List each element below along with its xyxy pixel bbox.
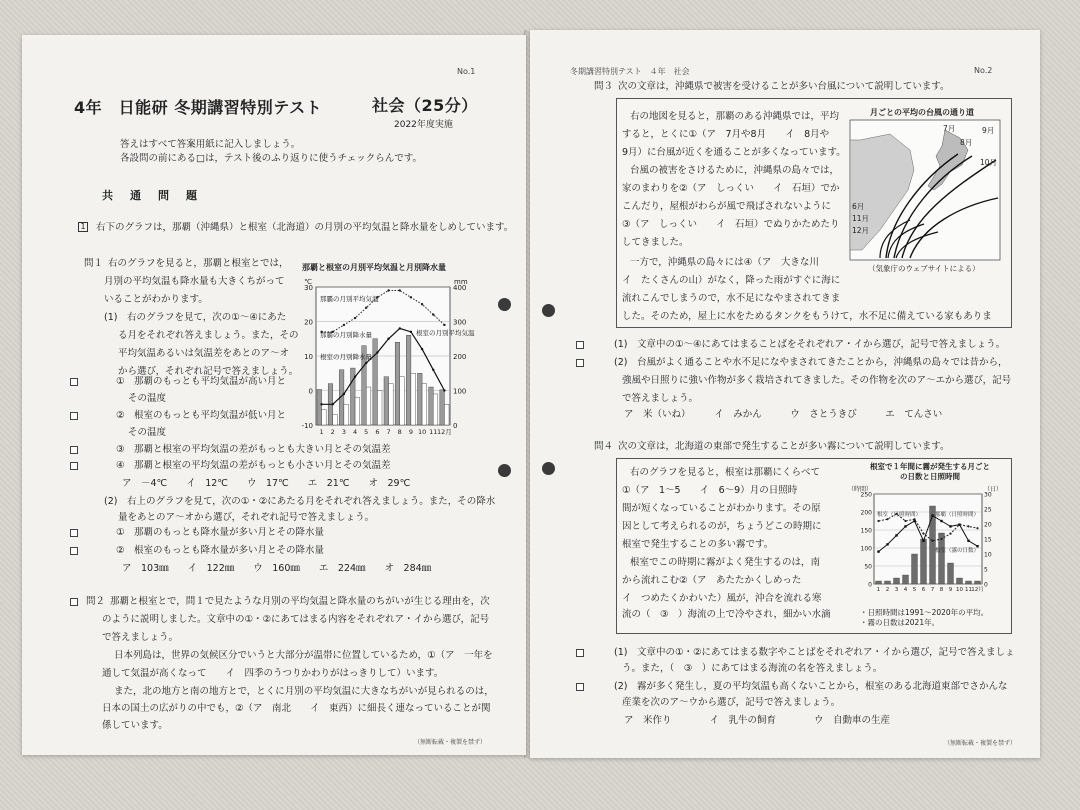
fog-days-bar <box>912 554 918 584</box>
mon3-intro: 次の文章は，沖縄県で被害を受けることが多い台風について説明しています。 <box>618 81 950 92</box>
x-tick-label: 4 <box>353 428 358 436</box>
y2-tick-label: 25 <box>984 506 992 514</box>
naha-sunshine-point <box>886 543 888 545</box>
question-number-box: 1 <box>78 222 88 232</box>
box1-line: 右の地図を見ると，那覇のある沖縄県では，平均 <box>630 111 840 122</box>
box2-line: 右のグラフを見ると，根室は那覇にくらべて <box>630 467 821 478</box>
page-number: No.1 <box>457 67 476 76</box>
x-tick-label: 8 <box>939 587 944 593</box>
y-tick-label: 150 <box>860 527 872 535</box>
map-month-label: 10月 <box>980 158 998 167</box>
y2-tick-label: 0 <box>984 581 988 589</box>
y2-tick-label: 0 <box>453 422 458 430</box>
naha-sunshine-point <box>967 540 969 542</box>
box2-line: 因として考えられるのが，ちょうどこの時期に <box>622 521 822 532</box>
x-tick-label: 3 <box>894 587 899 593</box>
check-box[interactable] <box>70 412 78 420</box>
naha-temp-point <box>432 313 434 315</box>
fog-days-bar <box>975 581 981 584</box>
binder-hole <box>542 304 555 317</box>
box2-line: イ つめたくかわいた）風が，沖合を流れる寒 <box>622 593 822 604</box>
nemuro-sunshine-point <box>940 538 942 540</box>
fog-days-bar <box>894 578 900 584</box>
x-tick-label: 7 <box>930 587 935 593</box>
mon2-label: 問２ <box>86 596 106 607</box>
binder-hole <box>498 298 511 311</box>
naha-temp-point <box>443 324 445 326</box>
nemuro-temp-point <box>343 393 345 395</box>
mon2-text: 那覇と根室とで，問１で見たような月別の平均気温と降水量のちがいが生じる理由を，次 <box>110 596 490 607</box>
box1-line: した。そのため，屋上に水をためるタンクをもうけて，水不足に備えている家もありま <box>622 311 992 322</box>
x-tick-label: 10 <box>417 428 427 436</box>
y2-tick-label: 400 <box>453 284 467 292</box>
y-tick-label: -10 <box>301 422 313 430</box>
box1-line: してきました。 <box>622 237 689 248</box>
instruction-2: 各設問の前にある□は，テスト後のふり返りに使うチェックらんです。 <box>120 153 423 164</box>
map-month-label: 9月 <box>982 126 995 135</box>
fog-days-bar <box>948 563 954 584</box>
box2-line: 間が短くなっていることがわかります。その原 <box>622 503 821 514</box>
subject-time: 社会（25分） <box>372 96 478 115</box>
fog-days-bar <box>885 581 891 584</box>
x-tick-label: 12月 <box>437 428 452 436</box>
naha-rain-bar <box>440 390 445 425</box>
y2-tick-label: 30 <box>984 491 992 499</box>
box1-line: 台風の被害をさけるために，沖縄県の島々では， <box>630 165 840 176</box>
y-tick-label: 50 <box>864 563 872 571</box>
sub2-text: 量をあとのア～オから選び，それぞれ記号で答えましょう。 <box>118 512 375 523</box>
nemuro-sunshine-point <box>877 520 879 522</box>
mon4-label: 問４ <box>594 441 614 452</box>
x-tick-label: 5 <box>912 587 917 593</box>
mon3-label: 問３ <box>594 81 614 92</box>
nemuro-sunshine-point <box>886 518 888 520</box>
map-title: 月ごとの平均の台風の通り道 <box>870 108 974 117</box>
x-tick-label: 3 <box>341 428 346 436</box>
box2-line: 流の（ ③ ）海流の上で冷やされ，細かい水滴 <box>622 609 831 620</box>
naha-temp-point <box>399 289 401 291</box>
choices-1: ア －4℃ イ 12℃ ウ 17℃ エ 21℃ オ 29℃ <box>122 478 411 489</box>
x-tick-label: 2 <box>885 587 890 593</box>
map-month-label: 11月 <box>852 214 870 223</box>
fog-note: ・日照時間は1991～2020年の平均。 <box>860 608 989 617</box>
naha-temp-point <box>410 296 412 298</box>
x-tick-label: 5 <box>364 428 369 436</box>
naha-temp-point <box>421 303 423 305</box>
plot-area <box>874 494 982 584</box>
nemuro-rain-bar <box>422 384 427 425</box>
copyright-note: （無断転載・複製を禁ず） <box>414 739 487 746</box>
y-tick-label: 0 <box>868 581 872 589</box>
x-tick-label: 9 <box>408 428 413 436</box>
item-text: ③ 那覇と根室の平均気温の差がもっとも大きい月とその気温差 <box>116 444 391 455</box>
x-tick-label: 6 <box>375 428 380 436</box>
annotation-label: 根室の月別降水量 <box>320 353 372 361</box>
nemuro-sunshine-point <box>904 520 906 522</box>
nemuro-sunshine-point <box>967 525 969 527</box>
q1-intro: 右下のグラフは，那覇（沖縄県）と根室（北海道）の月別の平均気温と降水量をしめしています。 <box>96 222 514 233</box>
nemuro-temp-point <box>332 403 334 405</box>
naha-sunshine-point <box>913 520 915 522</box>
climate-chart <box>290 275 475 445</box>
nemuro-rain-bar <box>400 377 405 425</box>
naha-temp-point <box>365 307 367 309</box>
naha-sunshine-point <box>949 525 951 527</box>
map-month-label: 12月 <box>852 226 870 235</box>
item2-text: ② 根室のもっとも降水量が多い月とその降水量 <box>116 545 325 556</box>
annotation-label: 那覇の月別平均気温 <box>320 295 379 303</box>
mon1-text: 右のグラフを見ると，那覇と根室とでは， <box>108 258 289 269</box>
y2-tick-label: 100 <box>453 387 467 396</box>
copyright-note: （無断転載・複製を禁ず） <box>944 740 1017 747</box>
mon3-q2: で答えましょう。 <box>622 393 699 404</box>
mon4-q2: 産業を次のア～ウから選び，記号で答えましょう。 <box>622 697 841 708</box>
legend-label: 根室（日照時間） <box>877 512 922 518</box>
x-tick-label: 7 <box>386 428 391 436</box>
check-box[interactable] <box>70 547 78 555</box>
naha-rain-bar <box>418 373 423 425</box>
mon3-choices: ア 米（いね） イ みかん ウ さとうきび エ てんさい <box>624 409 943 420</box>
test-title: 4年 日能研 冬期講習特別テスト <box>74 98 323 117</box>
y-tick-label: 100 <box>860 545 872 553</box>
mon2-text: また，北の地方と南の地方とで，とくに月別の平均気温に大きなちがいが見られるのは， <box>114 686 494 697</box>
naha-temp-point <box>354 317 356 319</box>
y2-axis-unit: （日） <box>984 486 1003 493</box>
sub2-text: (2) 右上のグラフを見て，次の①・②にあたる月をそれぞれ答えましょう。また，その降水 <box>104 496 496 507</box>
naha-sunshine-point <box>958 523 960 525</box>
page-number: No.2 <box>974 66 993 75</box>
map-month-label: 6月 <box>852 202 865 211</box>
mon4-q2: (2) 霧が多く発生し，夏の平均気温も高くないことから，根室のある北海道東部でさかんな <box>614 681 1008 692</box>
mon1-label: 問１ <box>84 258 104 269</box>
y2-tick-label: 10 <box>984 551 992 559</box>
section-heading: 共 通 問 題 <box>102 189 200 202</box>
y2-tick-label: 15 <box>984 536 992 544</box>
box1-line: 流れこんでしまうので，水不足になやまされてきま <box>622 293 841 304</box>
item-text: ② 根室のもっとも平均気温が低い月と <box>116 410 287 421</box>
item-text: ④ 那覇と根室の平均気温の差がもっとも小さい月とその気温差 <box>116 460 391 471</box>
naha-temp-point <box>387 289 389 291</box>
item-text: ① 那覇のもっとも平均気温が高い月と <box>116 376 287 387</box>
map-month-label: 8月 <box>960 138 973 147</box>
y2-tick-label: 200 <box>453 353 467 361</box>
x-tick-label: 4 <box>903 587 908 593</box>
right-page <box>530 30 1040 758</box>
legend-label: 那覇（日照時間） <box>934 512 979 518</box>
item-text: その温度 <box>128 427 167 438</box>
mon3-q1: (1) 文章中の①～④にあてはまることばをそれぞれア・イから選び，記号で答えましょう。 <box>614 339 1006 350</box>
fog-chart-title: 根室で１年間に霧が発生する月ごとの日数と日照時間 <box>870 462 990 481</box>
page-header: 冬期講習特別テスト ４年 社会 <box>570 67 690 76</box>
map-month-label: 7月 <box>943 124 956 133</box>
binder-hole <box>498 464 511 477</box>
nemuro-temp-point <box>354 376 356 378</box>
naha-rain-bar <box>395 342 400 425</box>
fog-chart <box>847 484 1003 604</box>
nemuro-temp-point <box>410 331 412 333</box>
x-tick-label: 12月 <box>971 587 984 593</box>
naha-rain-bar <box>429 387 434 425</box>
sub1-text: から選び，それぞれ記号で答えましょう。 <box>118 366 299 377</box>
naha-sunshine-point <box>877 550 879 552</box>
nemuro-temp-point <box>443 389 445 391</box>
naha-sunshine-point <box>895 534 897 536</box>
y2-tick-label: 5 <box>984 566 988 574</box>
nemuro-sunshine-point <box>976 527 978 529</box>
nemuro-rain-bar <box>444 404 449 425</box>
y-tick-label: 30 <box>304 284 313 292</box>
y-tick-label: 10 <box>304 353 313 361</box>
instruction-1: 答えはすべて答案用紙に記入しましょう。 <box>120 139 301 150</box>
nemuro-rain-bar <box>411 373 416 425</box>
x-tick-label: 1 <box>319 428 324 436</box>
naha-sunshine-point <box>922 540 924 542</box>
box1-line: 家のまわりを②（ア しっくい イ 石垣）でか <box>622 183 840 194</box>
fog-note: ・霧の日数は2021年。 <box>860 618 940 627</box>
mon3-q2: (2) 台風がよく通ることや水不足になやまされてきたことから，沖縄県の島々では昔から， <box>614 357 1008 368</box>
y-tick-label: 0 <box>308 387 313 396</box>
mon4-q1: う。また，（ ③ ）にあてはまる海流の名を答えましょう。 <box>622 663 883 674</box>
naha-temp-point <box>343 324 345 326</box>
box1-line: ③（ア しっくい イ 石垣）でぬりかためたり <box>622 219 840 230</box>
nemuro-temp-point <box>387 338 389 340</box>
mon2-text: 通して気温が高くなって イ 四季のうつりかわりがはっきりして）います。 <box>102 668 444 679</box>
x-tick-label: 10 <box>956 587 963 593</box>
mon4-q1: (1) 文章中の①・②にあてはまる数字やことばをそれぞれア・イから選び，記号で答えましょ <box>614 647 1015 658</box>
nemuro-sunshine-point <box>931 540 933 542</box>
y-tick-label: 250 <box>860 491 872 499</box>
fog-days-bar <box>957 578 963 584</box>
nemuro-sunshine-point <box>922 533 924 535</box>
item-text: その温度 <box>128 393 167 404</box>
x-tick-label: 8 <box>397 428 402 436</box>
check-box[interactable] <box>576 341 584 349</box>
fog-days-bar <box>876 581 882 584</box>
fog-days-bar <box>903 575 909 584</box>
binder-hole <box>542 462 555 475</box>
nemuro-rain-bar <box>344 404 349 425</box>
mon2-text: のように説明しました。文章中の①・②にあてはまる内容をそれぞれア・イから選び，記号 <box>102 614 490 625</box>
x-tick-label: 2 <box>330 428 335 436</box>
fog-days-bar <box>939 533 945 584</box>
nemuro-rain-bar <box>433 394 438 425</box>
mon3-q2: 強風や日照りに強い作物が多く栽培されてきました。その作物を次のア～エから選び，記号 <box>622 375 1012 386</box>
nemuro-rain-bar <box>389 384 394 425</box>
check-box[interactable] <box>70 378 78 386</box>
x-tick-label: 9 <box>948 587 953 593</box>
nemuro-temp-point <box>320 403 322 405</box>
choices-2: ア 103㎜ イ 122㎜ ウ 160㎜ エ 224㎜ オ 284㎜ <box>122 563 432 574</box>
box1-line: 9月）に台風が近くを通ることが多くなっています。 <box>622 147 846 158</box>
y-tick-label: 200 <box>860 509 872 517</box>
y2-tick-label: 20 <box>984 521 992 529</box>
mon1-text: いることがわかります。 <box>104 294 208 305</box>
fog-days-bar <box>921 539 927 584</box>
box2-line: 根室でこの時期に霧がよく発生するのは，南 <box>630 557 821 568</box>
mon4-intro: 次の文章は，北海道の東部で発生することが多い霧について説明しています。 <box>618 441 950 452</box>
box1-line: こんだり，屋根がわらが風で飛ばされないように <box>622 201 832 212</box>
mon4-choices: ア 米作り イ 乳牛の飼育 ウ 自動車の生産 <box>624 715 891 726</box>
check-box[interactable] <box>70 462 78 470</box>
check-box[interactable] <box>70 598 78 606</box>
sub1-text: (1) 右のグラフを見て，次の①～④にあた <box>104 312 287 323</box>
box1-line: すると，とくに①（ア 7月や8月 イ 8月や <box>622 129 830 140</box>
mon1-text: 月別の平均気温も降水量も大きくちがって <box>104 276 285 287</box>
mon2-text: 係しています。 <box>102 720 168 731</box>
box2-line: から流れこむ②（ア あたたかくしめった <box>622 575 802 586</box>
naha-rain-bar <box>384 377 389 425</box>
left-page <box>22 35 526 755</box>
year-note: 2022年度実施 <box>394 120 453 130</box>
check-box[interactable] <box>576 649 584 657</box>
sub1-text: 平均気温あるいは気温差をあとのア～オ <box>118 348 290 359</box>
nemuro-temp-point <box>376 351 378 353</box>
box2-line: ①（ア 1～5 イ 6～9）月の日照時 <box>622 485 798 496</box>
x-tick-label: 6 <box>921 587 926 593</box>
nemuro-temp-point <box>365 362 367 364</box>
x-tick-label: 11 <box>965 587 972 593</box>
map-source: （気象庁のウェブサイトによる） <box>868 264 980 273</box>
box1-line: イ たくさんの山）がなく，降った雨がすぐに海に <box>622 275 841 286</box>
nemuro-rain-bar <box>366 387 371 425</box>
naha-sunshine-point <box>904 525 906 527</box>
nemuro-rain-bar <box>355 397 360 425</box>
fog-days-bar <box>966 581 972 584</box>
x-tick-label: 1 <box>876 587 881 593</box>
y2-tick-label: 300 <box>453 318 467 327</box>
nemuro-sunshine-point <box>949 533 951 535</box>
naha-sunshine-point <box>940 520 942 522</box>
nemuro-rain-bar <box>322 409 327 425</box>
naha-rain-bar <box>317 389 322 425</box>
check-box[interactable] <box>576 359 584 367</box>
y-axis-unit: ℃ <box>304 278 312 286</box>
x-tick-label: 11 <box>429 428 438 436</box>
box2-line: 根室で発生することの多い霧です。 <box>622 539 774 550</box>
annotation-label: 根室の月別平均気温 <box>416 329 475 337</box>
chart-title: 那覇と根室の月別平均気温と月別降水量 <box>302 263 446 272</box>
nemuro-temp-point <box>399 327 401 329</box>
naha-sunshine-point <box>931 514 933 516</box>
box1-line: 一方で，沖縄県の島々には④（ア 大きな川 <box>630 257 819 268</box>
check-box[interactable] <box>576 683 584 691</box>
y-tick-label: 20 <box>304 318 313 327</box>
y2-axis-unit: mm <box>454 278 468 286</box>
check-box[interactable] <box>70 529 78 537</box>
legend-label: 根室（霧の日数） <box>934 548 979 554</box>
nemuro-temp-point <box>421 348 423 350</box>
annotation-label: 那覇の月別降水量 <box>320 331 372 339</box>
mon2-text: で答えましょう。 <box>102 632 179 643</box>
naha-rain-bar <box>406 335 411 425</box>
nemuro-temp-point <box>432 369 434 371</box>
item2-text: ① 那覇のもっとも降水量が多い月とその降水量 <box>116 527 325 538</box>
typhoon-map <box>850 120 1000 260</box>
mon2-text: 日本の国土の広がりの中でも，②（ア 南北 イ 東西）に細長く連なっていることが関 <box>102 703 491 714</box>
y-axis-unit: （時間） <box>847 486 872 493</box>
check-box[interactable] <box>70 446 78 454</box>
nemuro-rain-bar <box>333 415 338 425</box>
sub1-text: る月をそれぞれ答えましょう。また，その <box>118 330 299 341</box>
mon2-text: 日本列島は，世界の気候区分でいうと大部分が温帯に位置しているため，①（ア 一年を <box>114 650 493 661</box>
nemuro-rain-bar <box>377 391 382 426</box>
